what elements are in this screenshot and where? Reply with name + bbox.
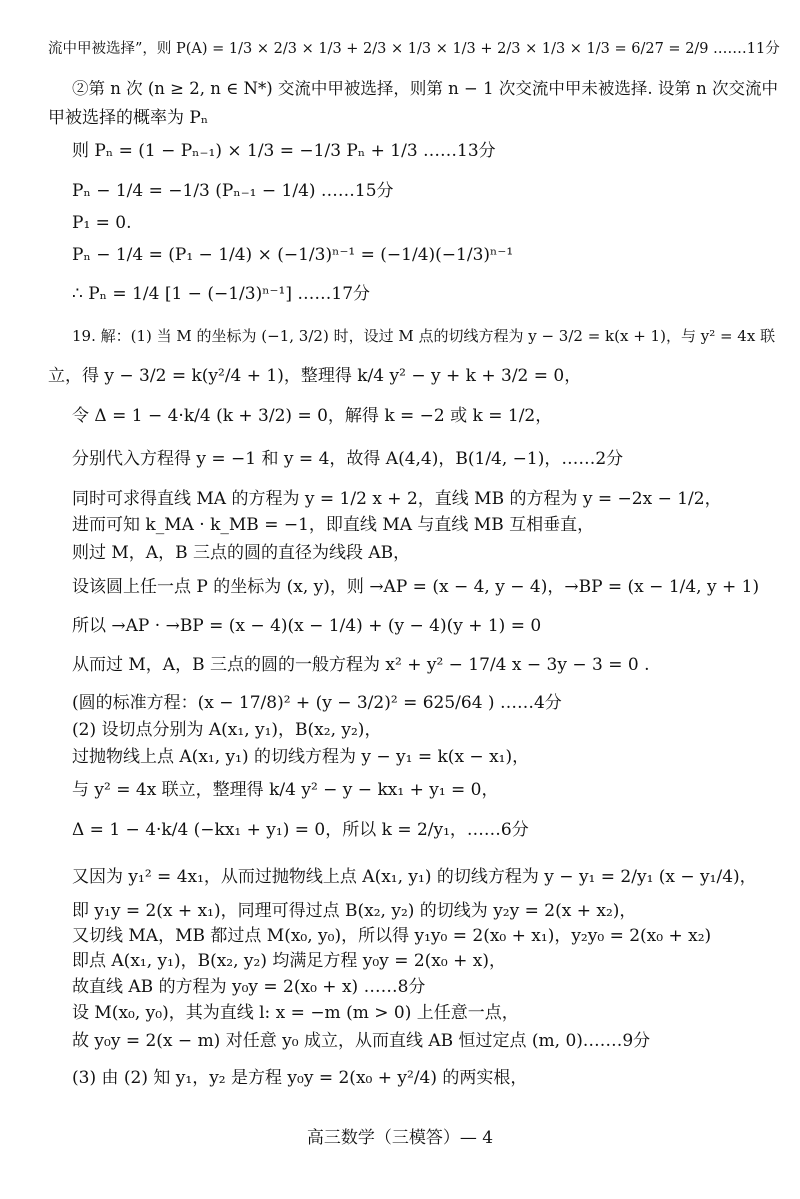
text-line: 立，得 y − 3/2 = k(y²/4 + 1)，整理得 k/4 y² − y + k + 3/2 = 0， xyxy=(48,366,582,386)
text-line: 则过 M，A，B 三点的圆的直径为线段 AB， xyxy=(72,543,411,563)
text-line: P₁ = 0. xyxy=(72,213,132,233)
text-line: ②第 n 次 (n ≥ 2, n ∈ N*) 交流中甲被选择，则第 n − 1 次交流中甲未被选择. 设第 n 次交流中 xyxy=(72,79,778,98)
text-line: (2) 设切点分别为 A(x₁, y₁)，B(x₂, y₂)， xyxy=(72,720,382,740)
text-line: 19. 解：(1) 当 M 的坐标为 (−1, 3/2) 时，设过 M 点的切线方程为 y − 3/2 = k(x + 1)，与 y² = 4x 联 xyxy=(72,327,776,345)
text-line: 设该圆上任一点 P 的坐标为 (x, y)，则 →AP = (x − 4, y − 4)，→BP = (x − 1/4, y + 1) xyxy=(72,577,760,597)
text-line: 即点 A(x₁, y₁)，B(x₂, y₂) 均满足方程 y₀y = 2(x₀ + x)， xyxy=(72,951,506,971)
text-line: Pₙ − 1/4 = −1/3 (Pₙ₋₁ − 1/4) ……15分 xyxy=(72,181,394,201)
text-line: 所以 →AP · →BP = (x − 4)(x − 1/4) + (y − 4)(y + 1) = 0 xyxy=(72,616,542,636)
text-line: (3) 由 (2) 知 y₁，y₂ 是方程 y₀y = 2(x₀ + y²/4) 的两实根， xyxy=(72,1068,528,1088)
text-line: 又切线 MA，MB 都过点 M(x₀, y₀)，所以得 y₁y₀ = 2(x₀ + x₁)，y₂y₀ = 2(x₀ + x₂) xyxy=(72,926,712,946)
text-line: Pₙ − 1/4 = (P₁ − 1/4) × (−1/3)ⁿ⁻¹ = (−1/4)(−1/3)ⁿ⁻¹ xyxy=(72,245,514,265)
text-line: 同时可求得直线 MA 的方程为 y = 1/2 x + 2，直线 MB 的方程为 y = −2x − 1/2， xyxy=(72,489,722,509)
text-line: 从而过 M，A，B 三点的圆的一般方程为 x² + y² − 17/4 x − 3y − 3 = 0 . xyxy=(72,655,650,675)
text-line: Δ = 1 − 4·k/4 (−kx₁ + y₁) = 0，所以 k = 2/y₁，……6分 xyxy=(72,820,529,840)
text-line: 设 M(x₀, y₀)，其为直线 l: x = −m (m > 0) 上任意一点， xyxy=(72,1003,519,1023)
text-line: 分别代入方程得 y = −1 和 y = 4，故得 A(4,4)，B(1/4, −1)，……2分 xyxy=(72,449,624,469)
text-line: 甲被选择的概率为 Pₙ xyxy=(48,108,209,128)
text-line: 令 Δ = 1 − 4·k/4 (k + 3/2) = 0，解得 k = −2 或 k = 1/2， xyxy=(72,406,553,426)
text-line: (圆的标准方程：(x − 17/8)² + (y − 3/2)² = 625/64 ) ……4分 xyxy=(72,693,562,713)
text-line: 则 Pₙ = (1 − Pₙ₋₁) × 1/3 = −1/3 Pₙ + 1/3 ……13分 xyxy=(72,141,496,161)
text-line: 又因为 y₁² = 4x₁，从而过抛物线上点 A(x₁, y₁) 的切线方程为 y − y₁ = 2/y₁ (x − y₁/4)， xyxy=(72,867,757,887)
text-line: 过抛物线上点 A(x₁, y₁) 的切线方程为 y − y₁ = k(x − x₁)， xyxy=(72,747,530,767)
text-line: 与 y² = 4x 联立，整理得 k/4 y² − y − kx₁ + y₁ = 0， xyxy=(72,780,499,800)
page-footer: 高三数学（三模答）— 4 xyxy=(306,1128,494,1148)
text-line: 即 y₁y = 2(x + x₁)，同理可得过点 B(x₂, y₂) 的切线为 y₂y = 2(x + x₂)， xyxy=(72,901,637,921)
text-line: 故 y₀y = 2(x − m) 对任意 y₀ 成立，从而直线 AB 恒过定点 (m, 0).……9分 xyxy=(72,1031,651,1051)
text-line: 进而可知 k_MA · k_MB = −1，即直线 MA 与直线 MB 互相垂直， xyxy=(72,515,595,535)
text-line: 流中甲被选择”，则 P(A) = 1/3 × 2/3 × 1/3 + 2/3 × 1/3 × 1/3 + 2/3 × 1/3 × 1/3 = 6/27 = 2/9 .……11分 xyxy=(48,41,780,57)
text-line: ∴ Pₙ = 1/4 [1 − (−1/3)ⁿ⁻¹] ……17分 xyxy=(72,284,371,304)
text-line: 故直线 AB 的方程为 y₀y = 2(x₀ + x) ……8分 xyxy=(72,977,426,997)
